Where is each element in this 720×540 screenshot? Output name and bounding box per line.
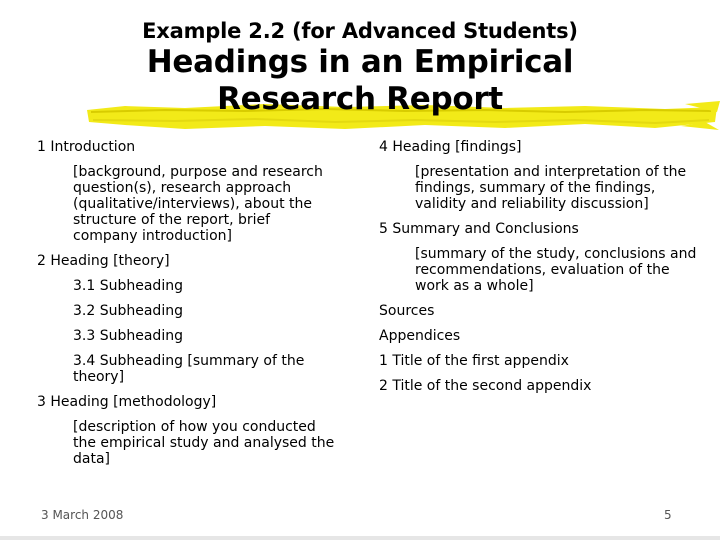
list-item: 4 Heading [findings] xyxy=(379,139,522,155)
list-item: 3.3 Subheading xyxy=(73,328,183,344)
list-item: 1 Introduction xyxy=(37,139,136,155)
list-item: 3 Heading [methodology] xyxy=(37,394,217,410)
left-column xyxy=(37,139,337,476)
footer-date: 3 March 2008 xyxy=(41,508,124,522)
list-item: Sources xyxy=(379,303,435,319)
list-item: 5 Summary and Conclusions xyxy=(379,221,579,237)
right-column xyxy=(379,139,699,403)
list-item: 1 Title of the first appendix xyxy=(379,353,569,369)
bottom-divider xyxy=(0,536,720,540)
list-item: 3.1 Subheading xyxy=(73,278,183,294)
list-item: 3.4 Subheading [summary of the theory] xyxy=(73,353,305,385)
list-item: [summary of the study, conclusions and recommendations, evaluation of the work as a whole] xyxy=(415,246,697,294)
list-item: [presentation and interpretation of the findings, summary of the findings, validity and reliability discussion] xyxy=(415,164,687,212)
list-item: [description of how you conducted the empirical study and analysed the data] xyxy=(73,419,335,467)
list-item: 2 Title of the second appendix xyxy=(379,378,592,394)
page-number: 5 xyxy=(664,508,672,522)
title-line-1: Example 2.2 (for Advanced Students) xyxy=(142,19,578,43)
list-item: [background, purpose and research question(s), research approach (qualitative/interviews), about the structure of the report, brief company introduction] xyxy=(73,164,323,244)
title-line-3: Research Report xyxy=(217,81,503,117)
list-item: 2 Heading [theory] xyxy=(37,253,170,269)
slide-title xyxy=(0,18,720,118)
title-line-2: Headings in an Empirical xyxy=(146,44,574,80)
list-item: Appendices xyxy=(379,328,461,344)
list-item: 3.2 Subheading xyxy=(73,303,183,319)
